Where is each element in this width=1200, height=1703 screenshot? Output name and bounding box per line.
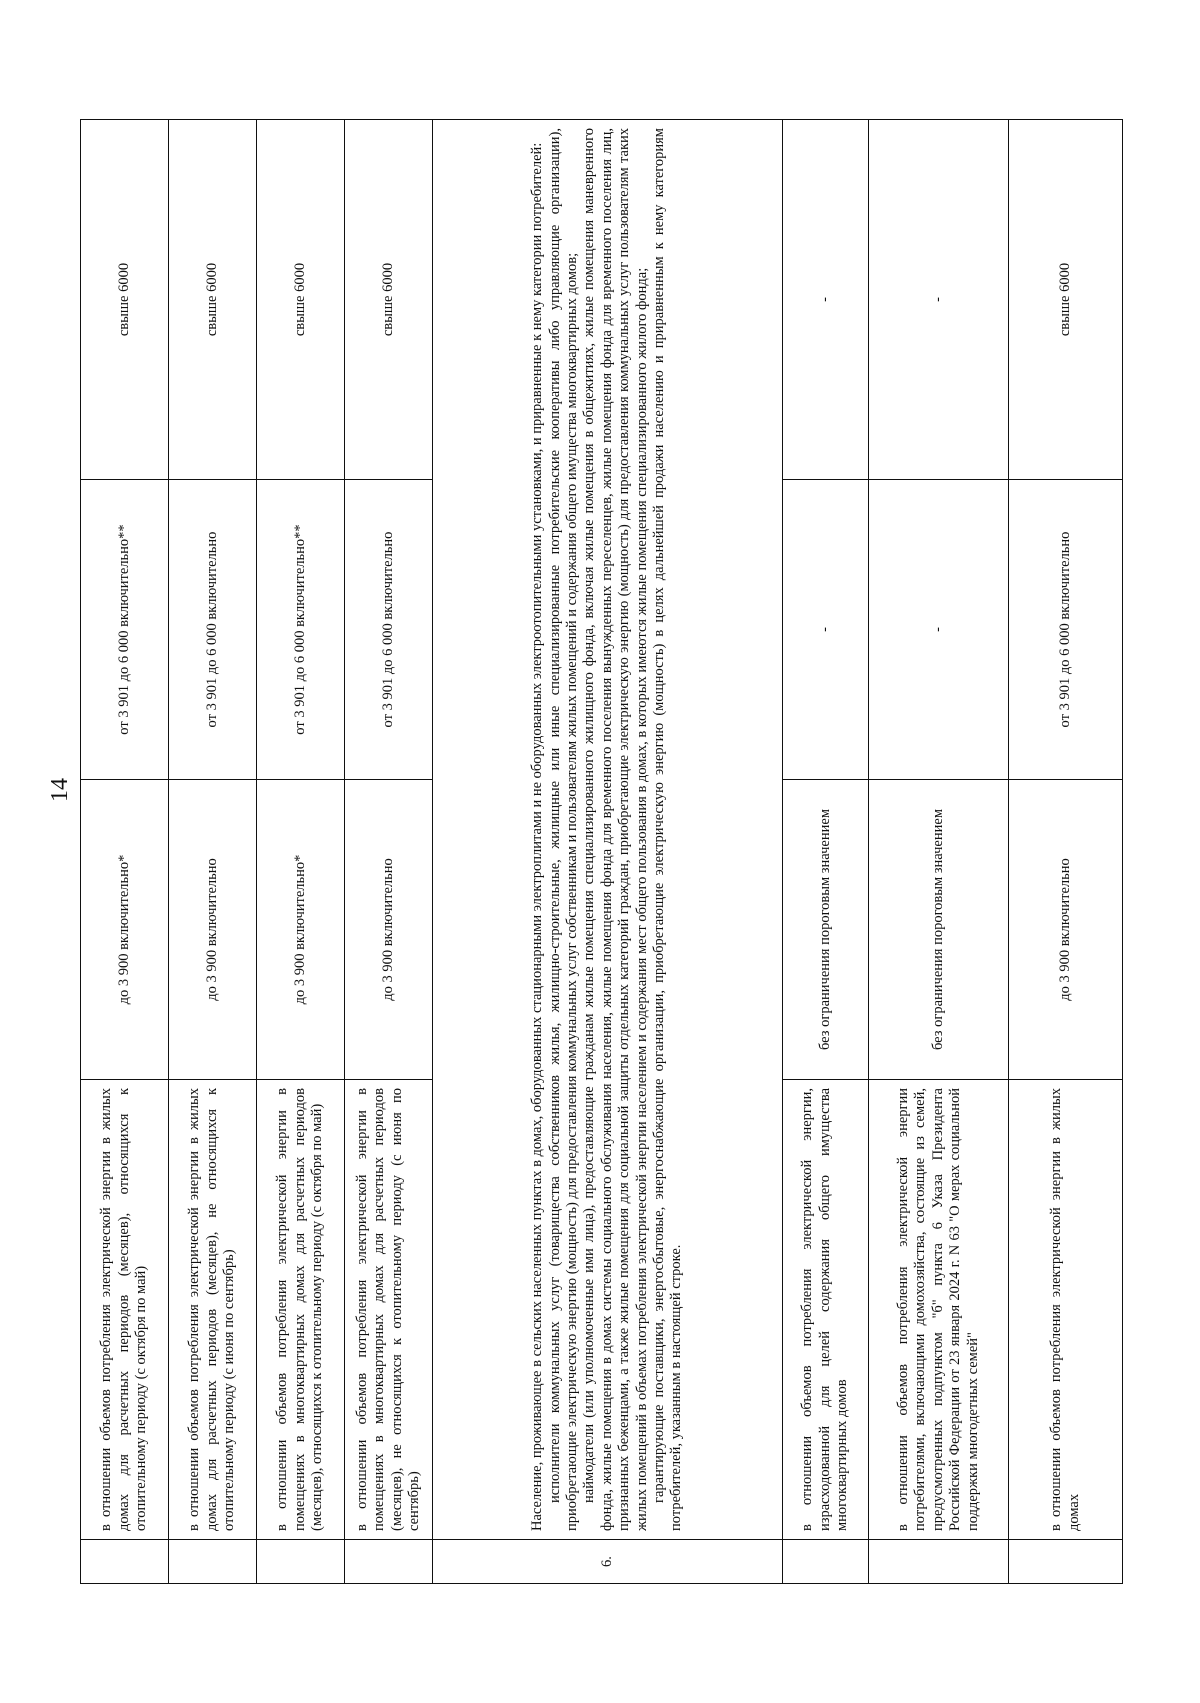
row-number bbox=[257, 1540, 345, 1584]
range-high-cell: свыше 6000 bbox=[345, 120, 433, 480]
tariff-table bbox=[80, 119, 1123, 1584]
range-mid-cell: от 3 901 до 6 000 включительно bbox=[169, 480, 257, 780]
range-mid-cell: - bbox=[869, 480, 1009, 780]
section-paragraph: гарантирующие поставщики, энергосбытовые, энергоснабжающие организации, приобретающие электрическую энергию (мощность) в целях дальнейшей продажи населению и приравненным к нему категориям потребителей, указанным в настоящей строке. bbox=[650, 128, 685, 1531]
table-row bbox=[169, 120, 257, 1584]
range-high-cell: свыше 6000 bbox=[169, 120, 257, 480]
row-description: в отношении объемов потребления электрической энергии в помещениях в многоквартирных домах для расчетных периодов (месяцев), не относящихся к отопительному периоду (с июня по сентябрь) bbox=[345, 1080, 433, 1540]
range-high-cell: свыше 6000 bbox=[257, 120, 345, 480]
range-low-cell: до 3 900 включительно bbox=[169, 780, 257, 1080]
row-description: в отношении объемов потребления электрической энергии в жилых домах для расчетных периодов (месяцев), относящихся к отопительному периоду (с октября по май) bbox=[81, 1080, 169, 1540]
range-high-cell: - bbox=[783, 120, 869, 480]
table-row-section-6 bbox=[433, 120, 783, 1584]
row-number bbox=[345, 1540, 433, 1584]
row-number bbox=[1009, 1540, 1123, 1584]
range-mid-cell: от 3 901 до 6 000 включительно bbox=[345, 480, 433, 780]
page-number: 14 bbox=[47, 778, 73, 802]
range-mid-cell: от 3 901 до 6 000 включительно** bbox=[81, 480, 169, 780]
table-row bbox=[257, 120, 345, 1584]
range-low-cell: до 3 900 включительно* bbox=[257, 780, 345, 1080]
range-low-cell: до 3 900 включительно bbox=[345, 780, 433, 1080]
range-low-cell: без ограничения пороговым значением bbox=[869, 780, 1009, 1080]
range-low-cell: без ограничения пороговым значением bbox=[783, 780, 869, 1080]
row-description: в отношении объемов потребления электрической энергии потребителями, включающими домохозяйства, состоящие из семей, предусмотренных подпунктом "б" пункта 6 Указа Президента Российской Федерации от 23 января 2024 г. N 63 "О мерах социальной поддержки многодетных семей" bbox=[869, 1080, 1009, 1540]
section-paragraph: исполнители коммунальных услуг (товарищества собственников жилья, жилищно-строительные, жилищные или иные специализированные потребительские кооперативы либо управляющие организации), приобретающие электрическую энергию (мощность) для предоставления коммунальных услуг собственникам и пользователям жилых помещений и содержания общего имущества многоквартирных домов; bbox=[546, 128, 581, 1531]
row-description: в отношении объемов потребления электрической энергии в жилых домах bbox=[1009, 1080, 1123, 1540]
section-paragraph: Население, проживающее в сельских населенных пунктах в домах, оборудованных стационарными электроплитами и не оборудованных электроотопительными установками, и приравненные к нему категории потребителей: bbox=[529, 142, 546, 1531]
row-description: в отношении объемов потребления электрической энергии в помещениях в многоквартирных домах для расчетных периодов (месяцев), относящихся к отопительному периоду (с октября по май) bbox=[257, 1080, 345, 1540]
table-row bbox=[869, 120, 1009, 1584]
table-row bbox=[1009, 120, 1123, 1584]
range-mid-cell: от 3 901 до 6 000 включительно** bbox=[257, 480, 345, 780]
range-mid-cell: - bbox=[783, 480, 869, 780]
row-number bbox=[869, 1540, 1009, 1584]
range-low-cell: до 3 900 включительно* bbox=[81, 780, 169, 1080]
row-description: в отношении объемов потребления электрической энергии, израсходованной для целей содержания общего имущества многоквартирных домов bbox=[783, 1080, 869, 1540]
range-mid-cell: от 3 901 до 6 000 включительно bbox=[1009, 480, 1123, 780]
row-number bbox=[81, 1540, 169, 1584]
row-description: в отношении объемов потребления электрической энергии в жилых домах для расчетных периодов (месяцев), не относящихся к отопительному периоду (с июня по сентябрь) bbox=[169, 1080, 257, 1540]
row-number bbox=[783, 1540, 869, 1584]
range-high-cell: свыше 6000 bbox=[81, 120, 169, 480]
table-row bbox=[783, 120, 869, 1584]
range-low-cell: до 3 900 включительно bbox=[1009, 780, 1123, 1080]
rotated-table-wrapper bbox=[80, 120, 1122, 1584]
section-paragraph: наймодатели (или уполномоченные ими лица), предоставляющие гражданам жилые помещения специализированного жилищного фонда, включая жилые помещения в общежитиях, жилые помещения маневренного фонда, жилые помещения в домах системы социального обслуживания населения, жилые помещения фонда для временного поселения вынужденных переселенцев, жилые помещения фонда для временного поселения лиц, признанных беженцами, а также жилые помещения для социальной защиты отдельных категорий граждан, приобретающие электрическую энергию (мощность) для предоставления коммунальных услуг пользователям таких жилых помещений в объемах потребления электрической энергии населением и содержания мест общего пользования в домах, в которых имеются жилые помещения специализированного жилого фонда; bbox=[581, 128, 650, 1531]
section-number: 6. bbox=[433, 1540, 783, 1584]
section-6-text bbox=[433, 120, 783, 1540]
range-high-cell: - bbox=[869, 120, 1009, 480]
table-row bbox=[81, 120, 169, 1584]
row-number bbox=[169, 1540, 257, 1584]
table-row bbox=[345, 120, 433, 1584]
range-high-cell: свыше 6000 bbox=[1009, 120, 1123, 480]
